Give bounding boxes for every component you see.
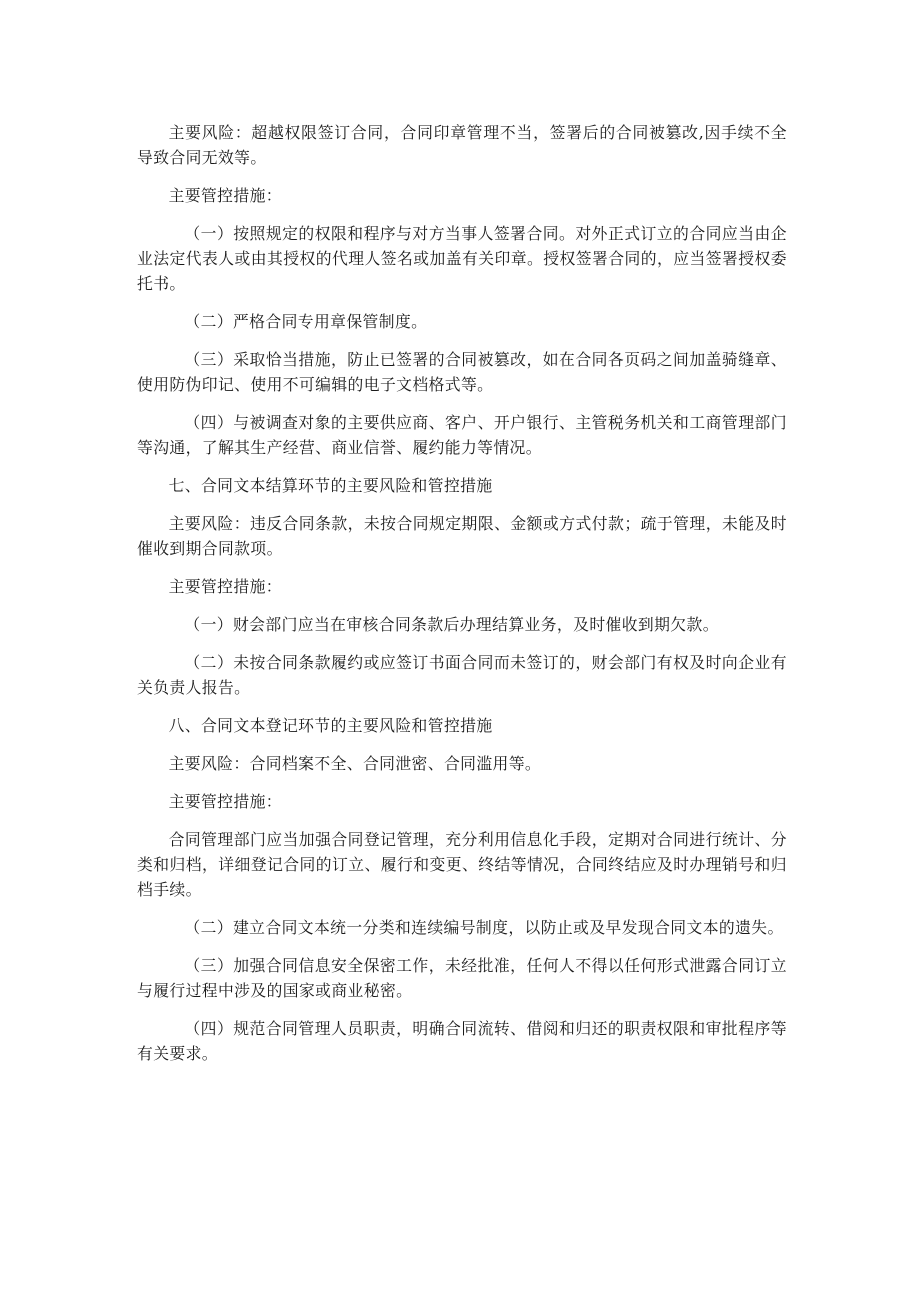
paragraph-risk-signing: 主要风险：超越权限签订合同，合同印章管理不当，签署后的合同被篡改,因手续不全导致合同无效等。 — [137, 123, 787, 167]
paragraph-measures-label: 主要管控措施： — [168, 186, 282, 205]
list-item: （二）严格合同专用章保管制度。 — [184, 312, 428, 331]
list-item: （四）规范合同管理人员职责，明确合同流转、借阅和归还的职责权限和审批程序等有关要求。 — [137, 1019, 787, 1063]
list-item: （四）与被调查对象的主要供应商、客户、开户银行、主管税务机关和工商管理部门等沟通，了解其生产经营、商业信誉、履约能力等情况。 — [137, 413, 787, 457]
paragraph-risk-registration: 主要风险：合同档案不全、合同泄密、合同滥用等。 — [168, 754, 542, 773]
paragraph-registration-management: 合同管理部门应当加强合同登记管理，充分利用信息化手段，定期对合同进行统计、分类和归档，详细登记合同的订立、履行和变更、终结等情况，合同终结应及时办理销号和归档手续。 — [137, 830, 787, 899]
paragraph-risk-settlement: 主要风险：违反合同条款，未按合同规定期限、金额或方式付款；疏于管理，未能及时催收到期合同款项。 — [137, 514, 787, 558]
section-heading-registration: 八、合同文本登记环节的主要风险和管控措施 — [168, 716, 493, 735]
section-heading-settlement: 七、合同文本结算环节的主要风险和管控措施 — [168, 476, 493, 495]
list-item: （三）采取恰当措施，防止已签署的合同被篡改，如在合同各页码之间加盖骑缝章、使用防伪印记、使用不可编辑的电子文档格式等。 — [137, 350, 787, 394]
list-item: （二）建立合同文本统一分类和连续编号制度，以防止或及早发现合同文本的遗失。 — [184, 918, 784, 937]
document-body — [137, 120, 787, 1079]
list-item: （二）未按合同条款履约或应签订书面合同而未签订的，财会部门有权及时向企业有关负责人报告。 — [137, 653, 787, 697]
paragraph-measures-label: 主要管控措施： — [168, 792, 282, 811]
list-item: （三）加强合同信息安全保密工作，未经批准，任何人不得以任何形式泄露合同订立与履行过程中涉及的国家或商业秘密。 — [137, 956, 787, 1000]
list-item: （一）财会部门应当在审核合同条款后办理结算业务，及时催收到期欠款。 — [184, 615, 719, 634]
list-item: （一）按照规定的权限和程序与对方当事人签署合同。对外正式订立的合同应当由企业法定代表人或由其授权的代理人签名或加盖有关印章。授权签署合同的，应当签署授权委托书。 — [137, 224, 787, 293]
paragraph-measures-label: 主要管控措施： — [168, 577, 282, 596]
